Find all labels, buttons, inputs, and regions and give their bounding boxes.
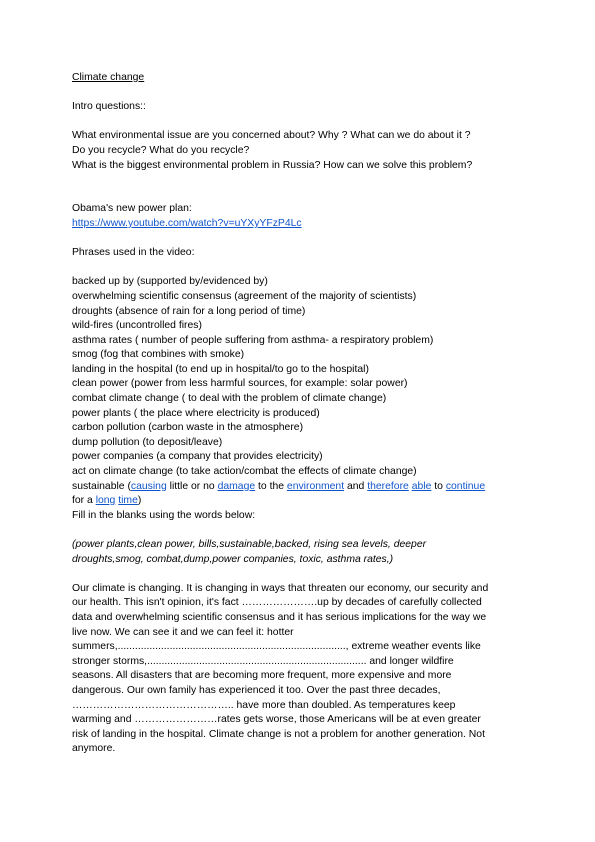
dictionary-link-continue[interactable]: continue <box>445 480 486 492</box>
document-page <box>72 71 524 757</box>
dictionary-link-environment[interactable]: environment <box>286 480 345 492</box>
phrase-item: power plants ( the place where electricity is produced) <box>72 407 320 419</box>
phrase-item: wild-fires (uncontrolled fires) <box>72 320 202 332</box>
phrases-heading: Phrases used in the video: <box>72 247 195 259</box>
phrase-item: droughts (absence of rain for a long period of time) <box>72 305 306 317</box>
document-title: Climate change <box>72 72 145 83</box>
phrase-item: backed up by (supported by/evidenced by) <box>72 276 268 288</box>
video-link[interactable]: https://www.youtube.com/watch?v=uYXyYFzP4Lc <box>72 217 302 229</box>
word-bank-line: (power plants,clean power, bills,sustainable,backed, rising sea levels, deeper <box>72 539 427 550</box>
passage-line: dangerous. Our own family has experienced it too. Over the past three decades, <box>72 684 441 696</box>
phrase-item: overwhelming scientific consensus (agreement of the majority of scientists) <box>72 290 417 302</box>
phrase-item: clean power (power from less harmful sources, for example: solar power) <box>72 378 408 390</box>
phrase-item: landing in the hospital (to end up in hospital/to go to the hospital) <box>72 363 369 375</box>
passage-line: seasons. All disasters that are becoming more frequent, more expensive and more <box>72 670 452 682</box>
phrase-item: act on climate change (to take action/combat the effects of climate change) <box>72 466 417 478</box>
passage-line: Our climate is changing. It is changing in ways that threaten our economy, our security and <box>72 582 489 594</box>
phrase-item: smog (fog that combines with smoke) <box>72 349 245 361</box>
dictionary-link-damage[interactable]: damage <box>217 480 256 492</box>
passage-line: stronger storms,............................................................................ and longer wildfire <box>72 655 454 667</box>
passage-line: anymore. <box>72 743 116 755</box>
phrase-item: combat climate change ( to deal with the problem of climate change) <box>72 393 387 405</box>
phrase-item: power companies (a company that provides electricity) <box>72 451 323 463</box>
dictionary-link-causing[interactable]: causing <box>130 480 167 492</box>
passage-line: warming and ……………………rates gets worse, those Americans will be at even greater <box>72 714 481 726</box>
intro-question: What is the biggest environmental problem in Russia? How can we solve this problem? <box>72 159 473 171</box>
fill-instruction: Fill in the blanks using the words below: <box>72 509 256 521</box>
phrase-item: asthma rates ( number of people suffering from asthma- a respiratory problem) <box>72 334 434 346</box>
dictionary-link-therefore[interactable]: therefore <box>367 480 409 492</box>
video-label: Obama's new power plan: <box>72 203 192 215</box>
word-bank-line: droughts,smog, combat,dump,power companies, toxic, asthma rates,) <box>72 553 394 565</box>
intro-heading: Intro questions:: <box>72 101 146 113</box>
dictionary-link-able[interactable]: able <box>411 480 432 492</box>
phrase-item-sustainable-cont: for a long time) <box>72 495 142 507</box>
fill-passage <box>72 582 524 757</box>
passage-line: our health. This isn't opinion, it's fact ………………….up by decades of carefully collected <box>72 597 482 609</box>
dictionary-link-long[interactable]: long <box>95 495 116 507</box>
intro-question: Do you recycle? What do you recycle? <box>72 144 250 156</box>
passage-line: summers,..............................................................................., extreme weather events like <box>72 641 481 653</box>
passage-line: risk of landing in the hospital. Climate change is not a problem for another generation. Not <box>72 728 485 740</box>
phrase-item-sustainable: sustainable (causing little or no damage to the environment and therefore able to continue <box>72 480 486 492</box>
passage-line: live now. We can see it and we can feel it: hotter <box>72 626 294 638</box>
passage-line: data and overwhelming scientific consensus and it has serious implications for the way we <box>72 611 487 623</box>
word-bank <box>72 538 524 567</box>
phrase-item: carbon pollution (carbon waste in the atmosphere) <box>72 422 304 434</box>
phrase-item: dump pollution (to deposit/leave) <box>72 436 223 448</box>
dictionary-link-time[interactable]: time <box>118 495 138 507</box>
intro-question: What environmental issue are you concerned about? Why ? What can we do about it ? <box>72 130 471 142</box>
phrases-list <box>72 275 524 509</box>
intro-questions <box>72 129 524 173</box>
passage-line: ……………………………………….. have more than doubled. As temperatures keep <box>72 699 456 711</box>
